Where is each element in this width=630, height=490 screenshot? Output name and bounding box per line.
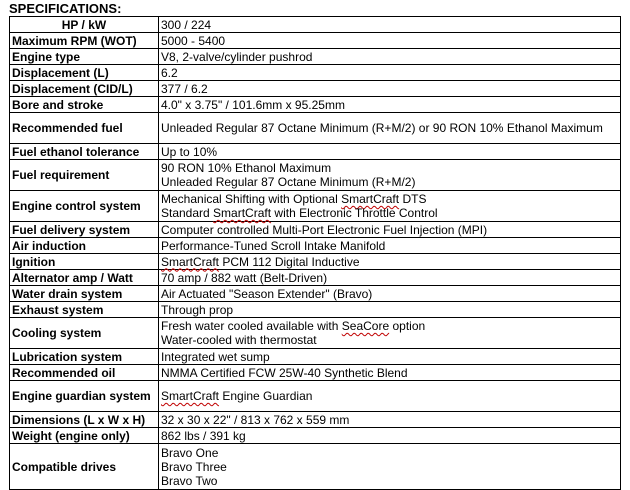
table-row [10, 381, 621, 412]
row-label: Recommended fuel [10, 113, 159, 144]
table-row [10, 349, 621, 365]
table-row [10, 17, 621, 33]
value-text: DTS [399, 192, 427, 206]
value-line: Water-cooled with thermostat [161, 333, 317, 347]
row-label: Exhaust system [10, 302, 159, 318]
row-label: Cooling system [10, 318, 159, 349]
row-value: V8, 2-valve/cylinder pushrod [159, 49, 621, 65]
row-label: HP / kW [10, 17, 159, 33]
spellcheck-word: SmartCraft [161, 254, 220, 269]
row-label: Water drain system [10, 286, 159, 302]
table-row [10, 97, 621, 113]
table-row [10, 318, 621, 349]
row-value: Performance-Tuned Scroll Intake Manifold [159, 238, 621, 254]
value-text: Fresh water cooled available with [161, 319, 342, 333]
row-value: NMMA Certified FCW 25W-40 Synthetic Blend [159, 365, 621, 381]
spellcheck-word: SmartCraft [213, 206, 272, 220]
row-value [159, 160, 621, 191]
value-text: Mechanical Shifting with Optional [161, 192, 342, 206]
row-label: Recommended oil [10, 365, 159, 381]
table-row [10, 286, 621, 302]
table-row [10, 270, 621, 286]
row-value: 32 x 30 x 22" / 813 x 762 x 559 mm [159, 412, 621, 428]
row-value [159, 381, 621, 412]
row-value: 5000 - 5400 [159, 33, 621, 49]
row-value: 6.2 [159, 65, 621, 81]
row-value: 377 / 6.2 [159, 81, 621, 97]
row-label: Maximum RPM (WOT) [10, 33, 159, 49]
row-label: Air induction [10, 238, 159, 254]
row-value [159, 191, 621, 222]
value-line [161, 192, 618, 206]
table-row [10, 254, 621, 270]
value-text: option [389, 319, 426, 333]
value-line: Bravo Three [161, 459, 227, 474]
page-title: SPECIFICATIONS: [9, 1, 122, 16]
row-value [159, 444, 621, 490]
row-value: Computer controlled Multi-Port Electronic Fuel Injection (MPI) [159, 222, 621, 238]
row-value: Unleaded Regular 87 Octane Minimum (R+M/2) or 90 RON 10% Ethanol Maximum [159, 113, 621, 144]
value-line [161, 206, 618, 220]
row-label: Displacement (L) [10, 65, 159, 81]
spellcheck-word: SeaCore [341, 319, 390, 333]
table-row [10, 49, 621, 65]
table-row [10, 113, 621, 144]
row-label: Engine type [10, 49, 159, 65]
value-text: with Electronic Throttle Control [271, 206, 438, 220]
table-row [10, 365, 621, 381]
row-value: Integrated wet sump [159, 349, 621, 365]
row-value: 862 lbs / 391 kg [159, 428, 621, 444]
spellcheck-word: SmartCraft [161, 389, 220, 403]
value-text: Engine Guardian [219, 389, 313, 403]
row-value: Air Actuated "Season Extender" (Bravo) [159, 286, 621, 302]
value-line [161, 319, 618, 333]
row-label: Compatible drives [10, 444, 159, 490]
table-row [10, 238, 621, 254]
row-label: Weight (engine only) [10, 428, 159, 444]
row-label: Fuel requirement [10, 160, 159, 191]
table-row [10, 191, 621, 222]
value-line: Bravo One [161, 445, 219, 460]
row-label: Fuel ethanol tolerance [10, 144, 159, 160]
row-label: Engine guardian system [10, 381, 159, 412]
row-label: Alternator amp / Watt [10, 270, 159, 286]
value-line: 90 RON 10% Ethanol Maximum [161, 161, 332, 175]
row-label: Dimensions (L x W x H) [10, 412, 159, 428]
table-row [10, 444, 621, 490]
row-label: Lubrication system [10, 349, 159, 365]
value-line: Unleaded Regular 87 Octane Minimum (R+M/2) [161, 175, 416, 189]
row-label: Displacement (CID/L) [10, 81, 159, 97]
table-row [10, 33, 621, 49]
table-row [10, 65, 621, 81]
spellcheck-word: SmartCraft [341, 192, 400, 206]
row-value: Through prop [159, 302, 621, 318]
row-label: Engine control system [10, 191, 159, 222]
table-row [10, 160, 621, 191]
table-row [10, 81, 621, 97]
value-text: PCM 112 Digital Inductive [219, 254, 360, 269]
row-value [159, 318, 621, 349]
specifications-table [9, 16, 621, 490]
row-label: Ignition [10, 254, 159, 270]
row-value: 70 amp / 882 watt (Belt-Driven) [159, 270, 621, 286]
row-label: Bore and stroke [10, 97, 159, 113]
table-row [10, 302, 621, 318]
value-text: Standard [161, 206, 214, 220]
table-row [10, 428, 621, 444]
table-row [10, 144, 621, 160]
table-row [10, 412, 621, 428]
row-value [159, 254, 621, 270]
row-value: Up to 10% [159, 144, 621, 160]
table-row [10, 222, 621, 238]
row-value: 4.0" x 3.75" / 101.6mm x 95.25mm [159, 97, 621, 113]
value-line: Bravo Two [161, 473, 218, 488]
row-label: Fuel delivery system [10, 222, 159, 238]
row-value: 300 / 224 [159, 17, 621, 33]
